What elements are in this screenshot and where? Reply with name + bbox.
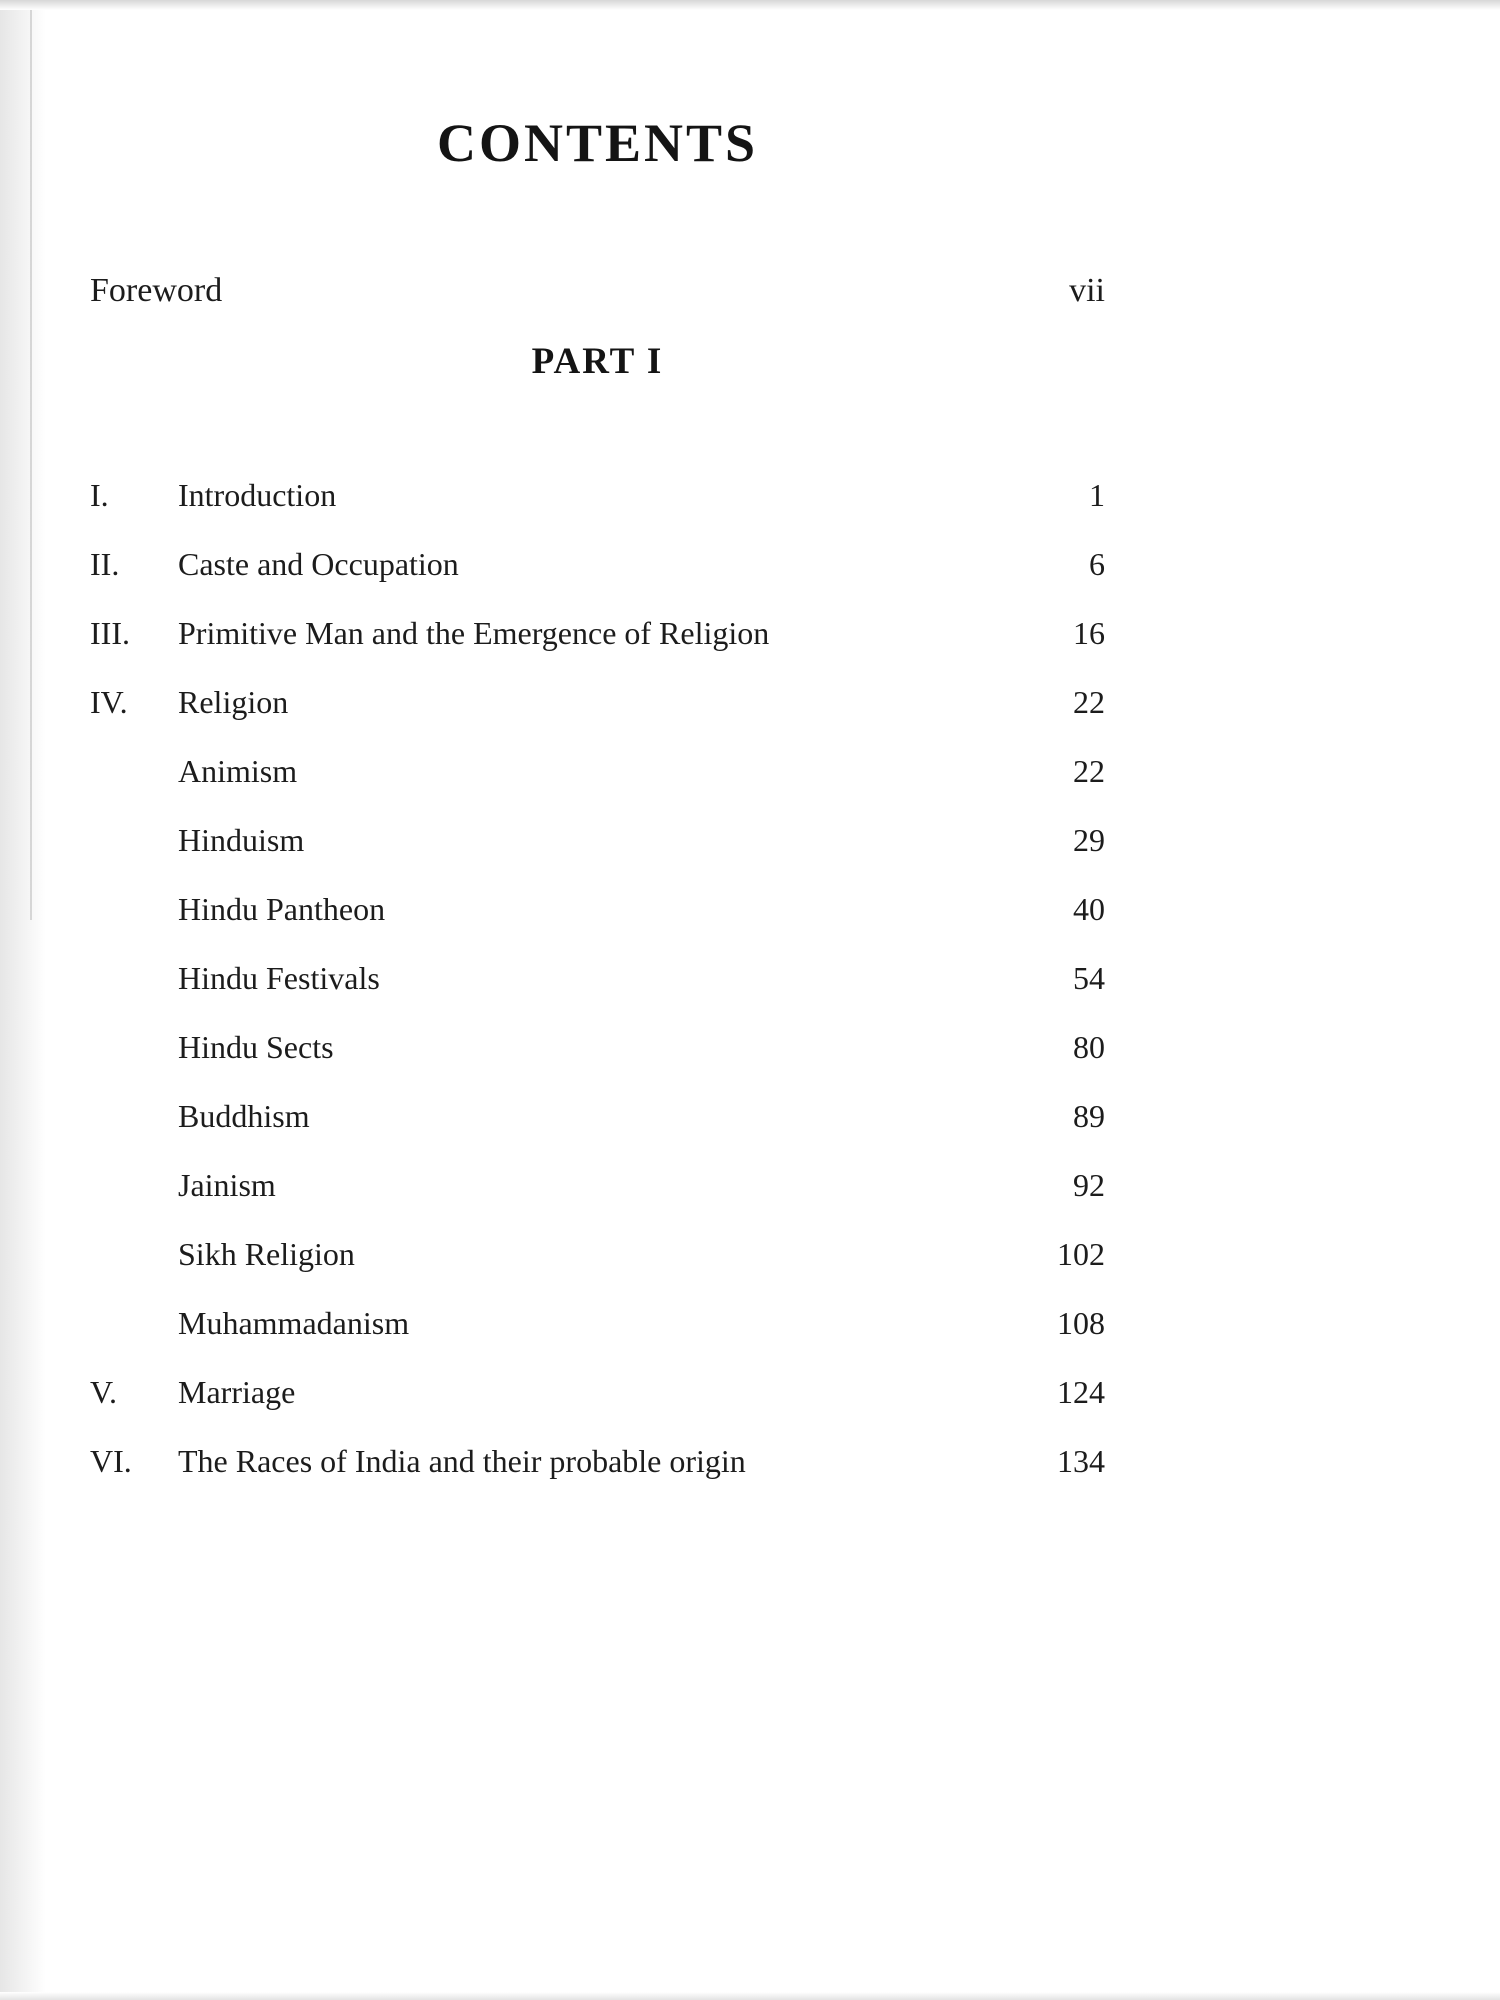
- toc-entry-numeral: VI.: [90, 1443, 132, 1479]
- toc-entry: [90, 544, 1105, 584]
- toc-entry-numeral: I.: [90, 477, 109, 513]
- toc-entry-title: Religion: [178, 684, 289, 720]
- toc-entry-title: Hinduism: [178, 822, 305, 858]
- toc-entry: [90, 475, 1105, 515]
- toc-entry: [90, 1234, 1105, 1274]
- toc-entry-numeral: II.: [90, 546, 120, 582]
- toc-entry-page: 80: [1073, 1029, 1105, 1065]
- toc-entry: [90, 1027, 1105, 1067]
- toc-entry: [90, 751, 1105, 791]
- toc-entry-page: 102: [1057, 1236, 1105, 1272]
- toc-entry-page: 40: [1073, 891, 1105, 927]
- toc-entry: [90, 1303, 1105, 1343]
- toc-entry-page: 22: [1073, 684, 1105, 720]
- toc-entry-title: The Races of India and their probable origin: [178, 1443, 746, 1479]
- toc-entry-title: Hindu Festivals: [178, 960, 380, 996]
- toc-entry: [90, 1441, 1105, 1481]
- toc-entry-title: Muhammadanism: [178, 1305, 410, 1341]
- part-heading: PART I: [531, 341, 664, 382]
- toc-entry-title: Primitive Man and the Emergence of Religion: [178, 615, 770, 651]
- foreword-row: [90, 272, 1105, 310]
- toc-entry-page: 1: [1089, 477, 1105, 513]
- scan-edge-line: [30, 0, 32, 920]
- toc-entry-page: 108: [1057, 1305, 1105, 1341]
- toc-entry-title: Animism: [178, 753, 298, 789]
- scan-edge-left: [0, 0, 46, 2000]
- toc-entry-page: 22: [1073, 753, 1105, 789]
- foreword-page: vii: [1069, 272, 1105, 309]
- toc-entry-title: Marriage: [178, 1374, 296, 1410]
- toc-entry-page: 124: [1057, 1374, 1105, 1410]
- toc-entry-page: 54: [1073, 960, 1105, 996]
- toc-entry-page: 6: [1089, 546, 1105, 582]
- toc-entry-page: 29: [1073, 822, 1105, 858]
- toc-entry-page: 134: [1057, 1443, 1105, 1479]
- toc-entry: [90, 613, 1105, 653]
- toc-entry-title: Sikh Religion: [178, 1236, 355, 1272]
- page-title: CONTENTS: [436, 113, 759, 173]
- toc-entry-title: Buddhism: [178, 1098, 310, 1134]
- toc-entry-title: Introduction: [178, 477, 337, 513]
- toc-entry-title: Caste and Occupation: [178, 546, 459, 582]
- toc-entry: [90, 958, 1105, 998]
- toc-entry-page: 16: [1073, 615, 1105, 651]
- toc-entry-title: Hindu Pantheon: [178, 891, 386, 927]
- content-column: [90, 0, 1105, 1510]
- toc-entry-page: 89: [1073, 1098, 1105, 1134]
- toc-entry: [90, 820, 1105, 860]
- toc-entry: [90, 1372, 1105, 1412]
- toc-entry-numeral: IV.: [90, 684, 128, 720]
- toc-entry: [90, 1096, 1105, 1136]
- toc-entry-title: Jainism: [178, 1167, 276, 1203]
- toc-entry-title: Hindu Sects: [178, 1029, 334, 1065]
- toc-entry: [90, 1165, 1105, 1205]
- toc-entry-numeral: V.: [90, 1374, 117, 1410]
- toc-entry-page: 92: [1073, 1167, 1105, 1203]
- toc-entry-numeral: III.: [90, 615, 130, 651]
- scan-edge-bottom: [0, 1992, 1500, 2000]
- toc-entry: [90, 682, 1105, 722]
- toc-entry: [90, 889, 1105, 929]
- foreword-label: Foreword: [90, 272, 223, 309]
- toc-list: [90, 475, 1105, 1481]
